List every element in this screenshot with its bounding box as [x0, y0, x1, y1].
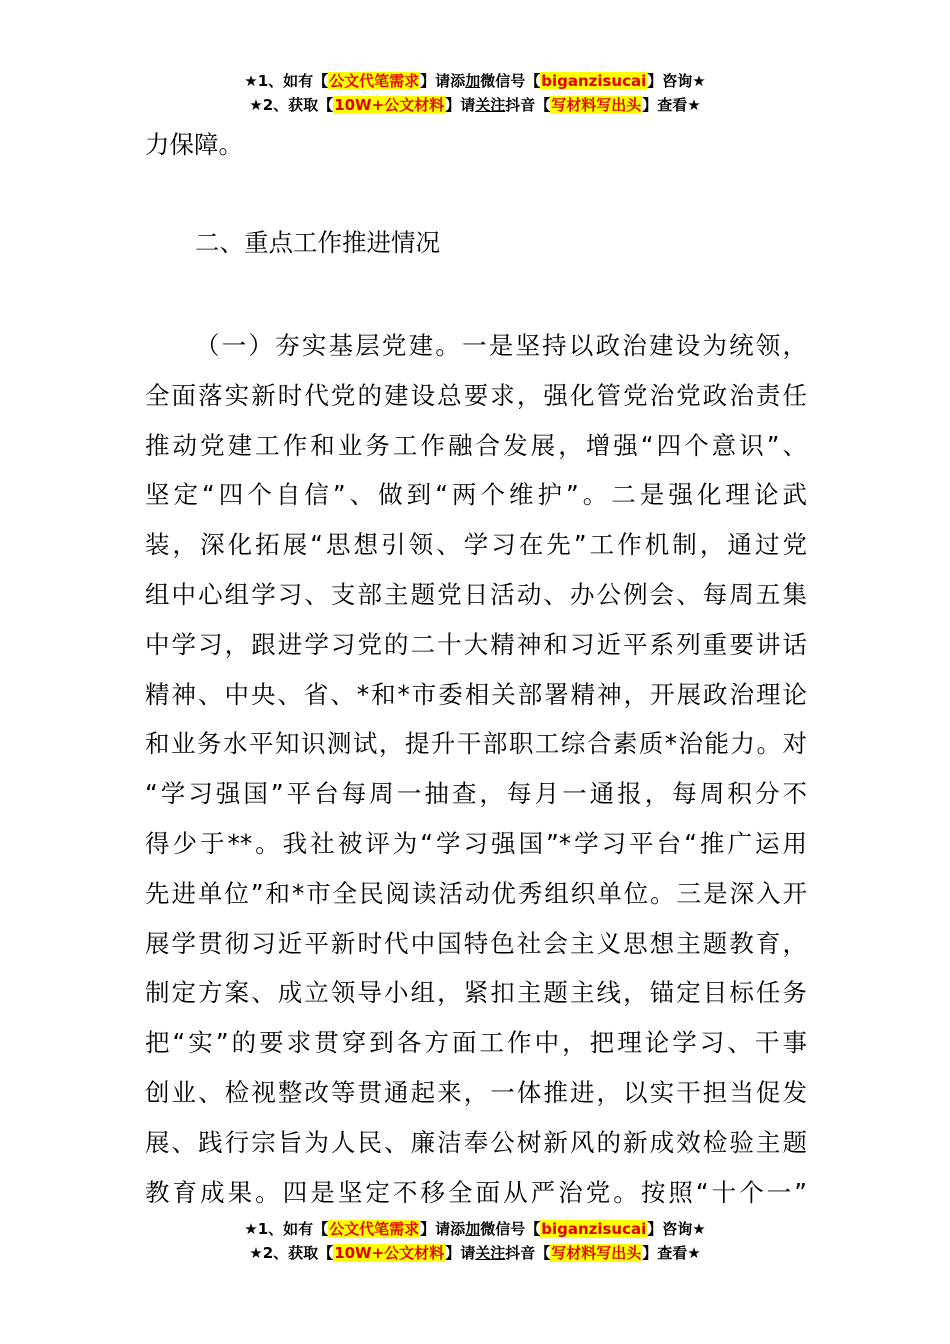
- paragraph-line: 组中心组学习、支部主题党日活动、办公例会、每周五集: [145, 579, 807, 609]
- banner-highlight: biganzisucai: [541, 1220, 647, 1238]
- banner-text: 】查看★: [642, 96, 701, 114]
- banner-text: 】请: [445, 1244, 476, 1262]
- banner-text: 】查看★: [642, 1244, 701, 1262]
- section-heading: 二、重点工作推进情况: [195, 228, 440, 257]
- banner-highlight: 10W+公文材料: [334, 96, 445, 114]
- footer-banner: [0, 1217, 950, 1265]
- banner-line-2: [0, 1241, 950, 1265]
- banner-text: ★1、如有【: [244, 1220, 329, 1238]
- banner-highlight: 写材料写出头: [551, 96, 642, 114]
- paragraph-line: 制定方案、成立领导小组，紧扣主题主线，锚定目标任务: [145, 978, 807, 1008]
- banner-text: ★2、获取【: [249, 1244, 334, 1262]
- banner-line-1: [0, 1217, 950, 1241]
- header-banner: [0, 69, 950, 117]
- banner-line-1: [0, 69, 950, 93]
- paragraph-line: 得少于**。我社被评为“学习强国”*学习平台“推广运用: [145, 828, 807, 858]
- paragraph-line: “学习强国”平台每周一抽查，每月一通报，每周积分不: [145, 779, 807, 809]
- paragraph-line: 把“实”的要求贯穿到各方面工作中，把理论学习、干事: [145, 1028, 807, 1058]
- banner-highlight: 公文代笔需求: [329, 1220, 420, 1238]
- banner-text: 】请添: [420, 1220, 466, 1238]
- banner-text: 微信号【: [480, 72, 541, 90]
- banner-text: 抖音【: [505, 1244, 551, 1262]
- paragraph-line: 装，深化拓展“思想引领、学习在先”工作机制，通过党: [145, 530, 807, 560]
- paragraph-line: 先进单位”和*市全民阅读活动优秀组织单位。三是深入开: [145, 878, 807, 908]
- paragraph-line: 精神、中央、省、*和*市委相关部署精神，开展政治理论: [145, 679, 807, 709]
- paragraph-line: 推动党建工作和业务工作融合发展，增强“四个意识”、: [145, 430, 807, 460]
- paragraph-line: 创业、检视整改等贯通起来，一体推进，以实干担当促发: [145, 1077, 807, 1107]
- banner-highlight: 写材料写出头: [551, 1244, 642, 1262]
- banner-text: 】咨询★: [647, 72, 706, 90]
- banner-text: 加: [465, 72, 481, 90]
- paragraph-line: 和业务水平知识测试，提升干部职工综合素质*治能力。对: [145, 729, 807, 759]
- banner-text: 关注: [475, 96, 506, 114]
- banner-highlight: 公文代笔需求: [329, 72, 420, 90]
- banner-line-2: [0, 93, 950, 117]
- banner-text: 微信号【: [480, 1220, 541, 1238]
- banner-text: 】请: [445, 96, 476, 114]
- banner-text: 加: [465, 1220, 481, 1238]
- paragraph-line: （一）夯实基层党建。一是坚持以政治建设为统领，: [195, 331, 807, 360]
- banner-text: 关注: [475, 1244, 506, 1262]
- banner-text: ★1、如有【: [244, 72, 329, 90]
- paragraph-line: 全面落实新时代党的建设总要求，强化管党治党政治责任: [145, 380, 807, 410]
- banner-highlight: 10W+公文材料: [334, 1244, 445, 1262]
- paragraph-line: 展、践行宗旨为人民、廉洁奉公树新风的新成效检验主题: [145, 1127, 807, 1157]
- banner-highlight: biganzisucai: [541, 72, 647, 90]
- banner-text: ★2、获取【: [249, 96, 334, 114]
- paragraph-line: 坚定“四个自信”、做到“两个维护”。二是强化理论武: [145, 480, 807, 510]
- paragraph-line: 中学习，跟进学习党的二十大精神和习近平系列重要讲话: [145, 629, 807, 659]
- paragraph-line: 教育成果。四是坚定不移全面从严治党。按照“十个一”: [145, 1177, 807, 1207]
- banner-text: 抖音【: [505, 96, 551, 114]
- banner-text: 】请添: [420, 72, 466, 90]
- carryover-text: 力保障。: [145, 130, 243, 159]
- body-paragraph: [145, 321, 807, 1217]
- banner-text: 】咨询★: [647, 1220, 706, 1238]
- paragraph-line: 展学贯彻习近平新时代中国特色社会主义思想主题教育，: [145, 928, 807, 958]
